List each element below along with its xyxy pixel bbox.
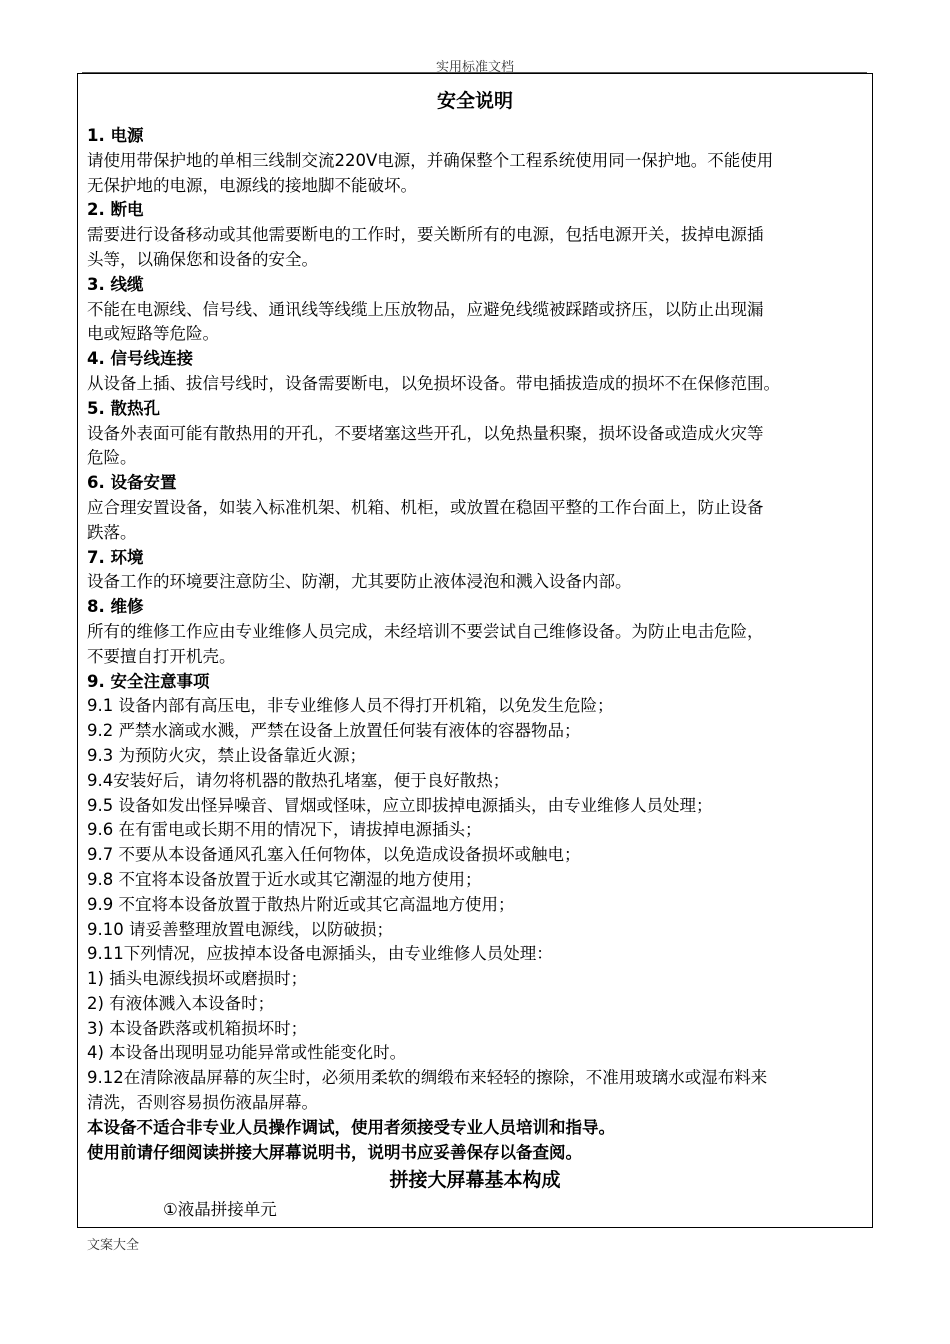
section-heading: 2. 断电 (87, 200, 144, 220)
document-title: 安全说明 (436, 90, 513, 112)
section-heading: 本设备不适合非专业人员操作调试，使用者须接受专业人员培训和指导。 (87, 1117, 615, 1137)
body-line: 9.11下列情况，应拔掉本设备电源插头，由专业维修人员处理： (87, 944, 553, 964)
section-heading: 3. 线缆 (87, 274, 144, 294)
body-line: 危险。 (87, 448, 137, 468)
body-line: 设备外表面可能有散热用的开孔，不要堵塞这些开孔，以免热量积聚，损坏设备或造成火灾等 (87, 423, 764, 443)
body-line: 不能在电源线、信号线、通讯线等线缆上压放物品，应避免线缆被踩踏或挤压，以防止出现漏 (87, 299, 764, 319)
body-line: 9.6 在有雷电或长期不用的情况下，请拔掉电源插头； (87, 820, 482, 840)
section-heading: 4. 信号线连接 (87, 349, 193, 369)
body-line: 9.2 严禁水滴或水溅，严禁在设备上放置任何装有液体的容器物品； (87, 721, 581, 741)
body-line: 无保护地的电源，电源线的接地脚不能破坏。 (87, 175, 417, 195)
section-heading: 8. 维修 (87, 597, 144, 617)
body-line: 9.1 设备内部有高压电，非专业维修人员不得打开机箱，以免发生危险； (87, 696, 614, 716)
body-line: 9.8 不宜将本设备放置于近水或其它潮湿的地方使用； (87, 869, 482, 889)
body-line: 请使用带保护地的单相三线制交流220V电源，并确保整个工程系统使用同一保护地。不能使用 (87, 150, 774, 170)
body-line: 9.5 设备如发出怪异噪音、冒烟或怪味，应立即拔掉电源插头，由专业维修人员处理； (87, 795, 713, 815)
body-line: 设备工作的环境要注意防尘、防潮，尤其要防止液体浸泡和溅入设备内部。 (87, 572, 632, 592)
body-line: 1) 插头电源线损坏或磨损时； (87, 969, 308, 989)
section-heading: 1. 电源 (87, 126, 144, 145)
body-line: 9.9 不宜将本设备放置于散热片附近或其它高温地方使用； (87, 894, 515, 914)
body-line: 3) 本设备跌落或机箱损坏时； (87, 1018, 308, 1038)
body-line: 9.3 为预防火灾，禁止设备靠近火源； (87, 745, 366, 765)
body-line: 9.12在清除液晶屏幕的灰尘时，必须用柔软的绸缎布来轻轻的擦除，不准用玻璃水或湿布料来 (87, 1068, 768, 1088)
section-heading: 7. 环境 (87, 547, 144, 567)
page-header: 实用标准文档 (435, 60, 514, 75)
body-line: 需要进行设备移动或其他需要断电的工作时，要关断所有的电源，包括电源开关，拔掉电源插 (87, 225, 764, 245)
body-line: 9.4安装好后，请勿将机器的散热孔堵塞，便于良好散热； (87, 770, 510, 790)
section-heading: 5. 散热孔 (87, 398, 160, 418)
section-heading: 9. 安全注意事项 (87, 671, 210, 691)
body-line: 头等，以确保您和设备的安全。 (87, 249, 318, 269)
body-line: 清洗，否则容易损伤液晶屏幕。 (87, 1093, 318, 1113)
body-line: 从设备上插、拔信号线时，设备需要断电，以免损坏设备。带电插拔造成的损坏不在保修范围。 (87, 373, 780, 393)
section-heading: 6. 设备安置 (87, 473, 177, 493)
body-line: 应合理安置设备，如装入标准机架、机箱、机柜，或放置在稳固平整的工作台面上，防止设备 (87, 497, 764, 517)
body-line: 不要擅自打开机壳。 (87, 646, 236, 666)
body-line: 电或短路等危险。 (87, 324, 219, 344)
page-footer: 文案大全 (87, 1238, 140, 1253)
document-body (87, 124, 869, 1165)
body-line: 9.10 请妥善整理放置电源线，以防破损； (87, 919, 393, 939)
body-line: 2) 有液体溅入本设备时； (87, 993, 275, 1013)
section-heading: 使用前请仔细阅读拼接大屏幕说明书，说明书应妥善保存以备查阅。 (87, 1142, 582, 1162)
body-line: 所有的维修工作应由专业维修人员完成，未经培训不要尝试自己维修设备。为防止电击危险， (87, 621, 764, 641)
body-line: 跌落。 (87, 522, 137, 542)
body-line: 9.7 不要从本设备通风孔塞入任何物体，以免造成设备损坏或触电； (87, 845, 581, 865)
section-subtitle: 拼接大屏幕基本构成 (389, 1169, 561, 1191)
component-item: ①液晶拼接单元 (163, 1200, 277, 1219)
body-line: 4) 本设备出现明显功能异常或性能变化时。 (87, 1043, 407, 1063)
